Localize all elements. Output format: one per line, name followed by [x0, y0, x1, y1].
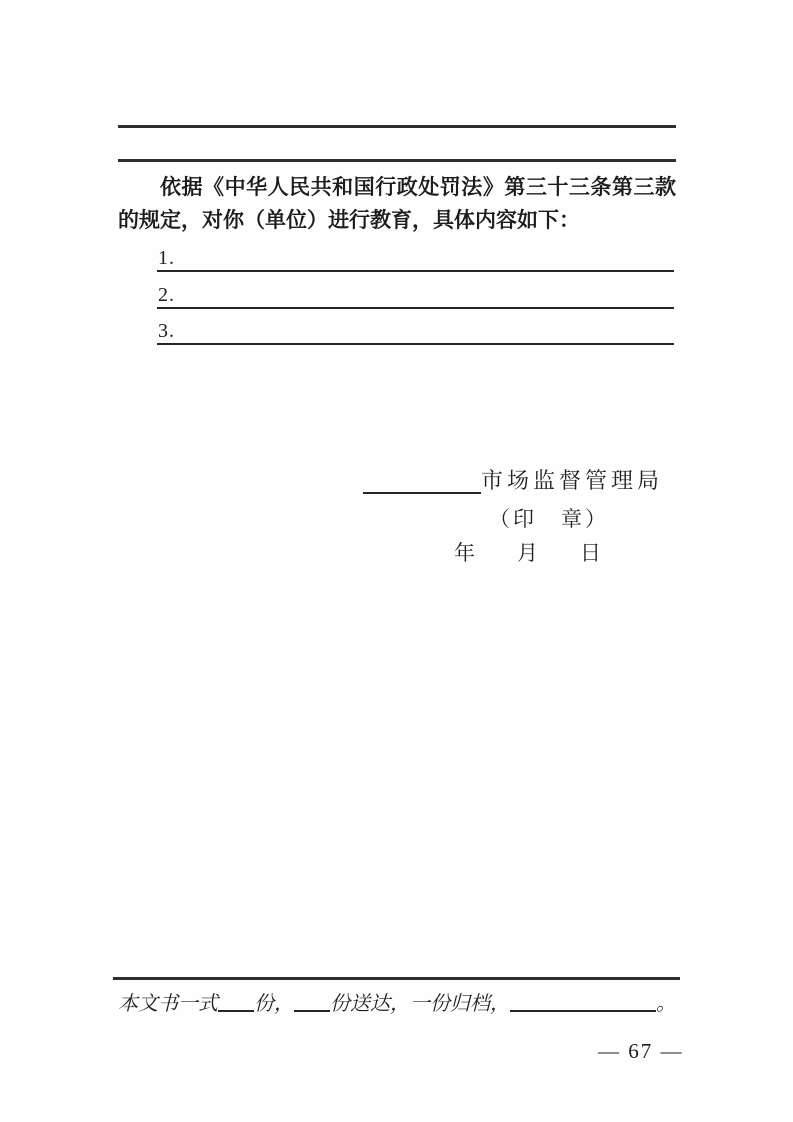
numbered-blank-line-2 — [157, 281, 674, 309]
footer-rule — [113, 977, 680, 980]
agency-name-blank — [363, 468, 481, 494]
top-rule-second — [118, 159, 676, 162]
top-rule-first — [118, 125, 676, 128]
blank-line-number: 1. — [158, 247, 175, 269]
blank-line-number: 2. — [158, 284, 175, 306]
blank-line-number: 3. — [158, 320, 175, 342]
date-line-label: 年 月 日 — [454, 541, 601, 565]
signature-agency-line — [363, 468, 663, 494]
numbered-blank-line-1 — [157, 244, 674, 272]
page-number: — 67 — — [598, 1039, 684, 1063]
archive-note-blank — [510, 990, 656, 1012]
footer-note — [118, 990, 684, 1017]
body-paragraph: 依据《中华人民共和国行政处罚法》第三十三条第三款的规定，对你（单位）进行教育，具体内容如下： — [118, 176, 676, 232]
copies-count-blank — [218, 990, 254, 1012]
agency-suffix-label: 市场监督管理局 — [481, 468, 664, 493]
numbered-blank-line-3 — [157, 317, 674, 345]
footer-note-text-4: 。 — [656, 993, 676, 1015]
footer-note-text-3: 份送达，一份归档， — [330, 993, 510, 1015]
seal-placeholder-label: （印 章） — [489, 507, 609, 531]
delivered-count-blank — [294, 990, 330, 1012]
footer-note-text-2: 份， — [254, 993, 294, 1015]
footer-note-text-1: 本文书一式 — [118, 993, 218, 1015]
